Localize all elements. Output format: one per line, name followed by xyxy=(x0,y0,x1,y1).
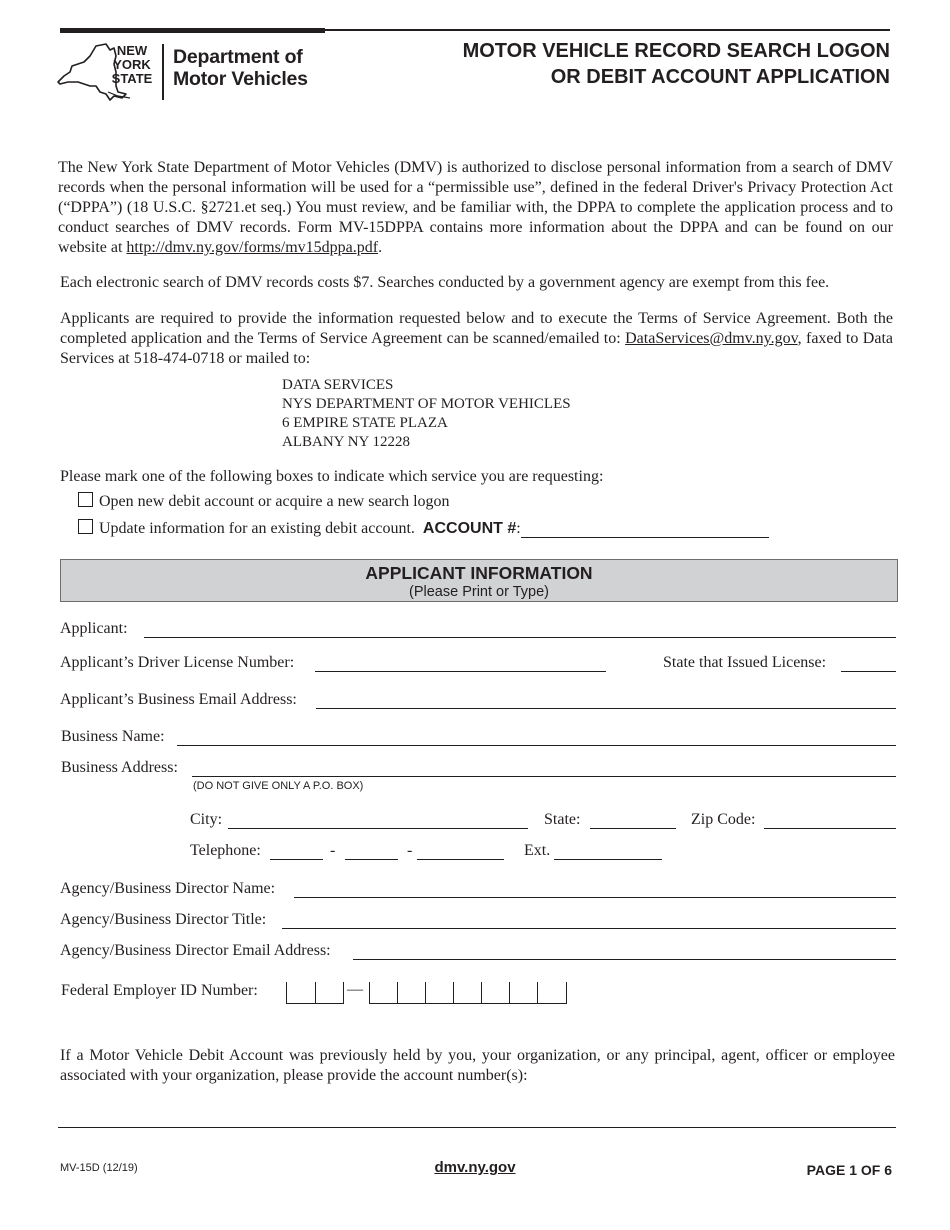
form-id: MV-15D (12/19) xyxy=(60,1162,138,1174)
department-name: Department of Motor Vehicles xyxy=(173,46,308,90)
zip-code-field[interactable] xyxy=(764,828,896,829)
license-number-label: Applicant’s Driver License Number: xyxy=(60,654,295,671)
mailing-address: DATA SERVICES NYS DEPARTMENT OF MOTOR VEHICLES 6 EMPIRE STATE PLAZA ALBANY NY 12228 xyxy=(282,377,571,450)
fein-label: Federal Employer ID Number: xyxy=(61,982,258,999)
fein-cell-divider xyxy=(343,982,344,1004)
zip-code-label: Zip Code: xyxy=(691,811,756,828)
director-name-label: Agency/Business Director Name: xyxy=(60,880,276,897)
director-email-field[interactable] xyxy=(353,959,896,960)
business-email-field[interactable] xyxy=(316,708,896,709)
new-account-checkbox[interactable] xyxy=(78,492,93,507)
telephone-area-code-field[interactable] xyxy=(270,859,323,860)
ext-field[interactable] xyxy=(554,859,662,860)
website-link[interactable]: dmv.ny.gov xyxy=(434,1159,516,1176)
fein-dash: — xyxy=(347,981,363,998)
fein-cell-divider xyxy=(509,982,510,1004)
state-label: State: xyxy=(544,811,581,828)
city-label: City: xyxy=(190,811,223,828)
director-email-label: Agency/Business Director Email Address: xyxy=(60,942,331,959)
logo-state-text: NEW YORK STATE xyxy=(111,43,153,86)
city-field[interactable] xyxy=(228,828,528,829)
director-title-label: Agency/Business Director Title: xyxy=(60,911,267,928)
page-number: PAGE 1 OF 6 xyxy=(806,1162,892,1178)
update-account-checkbox[interactable] xyxy=(78,519,93,534)
applicant-field[interactable] xyxy=(144,637,896,638)
ext-label: Ext. xyxy=(524,842,551,859)
fein-cell-divider xyxy=(286,982,287,1004)
header-rule-thick xyxy=(60,28,325,33)
applicant-label: Applicant: xyxy=(60,620,128,637)
data-services-email-link[interactable]: DataServices@dmv.ny.gov xyxy=(625,330,798,347)
fein-cell-divider xyxy=(566,982,567,1004)
license-number-field[interactable] xyxy=(315,671,606,672)
business-address-field[interactable] xyxy=(192,776,896,777)
option-update-account: Update information for an existing debit account. ACCOUNT #: xyxy=(78,519,769,538)
business-name-label: Business Name: xyxy=(61,728,165,745)
intro-paragraph-dppa: The New York State Department of Motor Vehicles (DMV) is authorized to disclose personal information from a search of DMV records when the personal information will be used for a “permissible use”, defined in the federal Driver's Privacy Protection Act (“DPPA”) (18 U.S.C. §2721.et seq.) You must review, and be familiar with, the DPPA to complete the application process and to conduct searches of DMV records. Form MV-15DPPA contains more information about the DPPA and can be found on our website at http://dmv.ny.gov/forms/mv15dppa.pdf. xyxy=(58,159,893,256)
telephone-label: Telephone: xyxy=(190,842,261,859)
telephone-dash-1: - xyxy=(330,842,336,859)
intro-paragraph-submission: Applicants are required to provide the information requested below and to execute the Terms of Service Agreement. Both the completed application and the Terms of Service Agreement can be scanned/emailed to: DataServices@dmv.ny.gov, faxed to Data Services at 518-474-0718 or mailed to: xyxy=(60,310,893,367)
new-account-label: Open new debit account or acquire a new search logon xyxy=(99,493,450,510)
logo-divider xyxy=(162,44,164,100)
previous-account-paragraph: If a Motor Vehicle Debit Account was previously held by you, your organization, or any principal, agent, officer or employee associated with your organization, please provide the account number(s): xyxy=(60,1047,895,1084)
nys-dmv-logo xyxy=(56,40,326,104)
service-prompt: Please mark one of the following boxes to indicate which service you are requesting: xyxy=(60,468,604,485)
state-field[interactable] xyxy=(590,828,676,829)
fein-cell-divider xyxy=(369,982,370,1004)
director-name-field[interactable] xyxy=(294,897,896,898)
applicant-information-header: APPLICANT INFORMATION (Please Print or Type) xyxy=(60,559,898,602)
fein-cell-divider xyxy=(453,982,454,1004)
update-account-label: Update information for an existing debit account. xyxy=(99,520,415,537)
fein-cell-divider xyxy=(425,982,426,1004)
account-number-field[interactable] xyxy=(521,522,769,538)
po-box-note: (DO NOT GIVE ONLY A P.O. BOX) xyxy=(193,780,364,792)
state-issued-label: State that Issued License: xyxy=(663,654,827,671)
header-rule-thin xyxy=(325,29,890,31)
form-title: MOTOR VEHICLE RECORD SEARCH LOGON OR DEBIT ACCOUNT APPLICATION xyxy=(462,40,890,88)
fein-cell-divider xyxy=(537,982,538,1004)
fein-cell-divider xyxy=(397,982,398,1004)
telephone-line-field[interactable] xyxy=(417,859,504,860)
previous-account-field[interactable] xyxy=(58,1127,896,1128)
director-title-field[interactable] xyxy=(282,928,896,929)
dppa-form-link[interactable]: http://dmv.ny.gov/forms/mv15dppa.pdf xyxy=(126,239,379,256)
state-issued-field[interactable] xyxy=(841,671,896,672)
option-new-account xyxy=(78,492,450,511)
telephone-dash-2: - xyxy=(407,842,413,859)
fein-cell-divider xyxy=(481,982,482,1004)
business-name-field[interactable] xyxy=(177,745,896,746)
intro-paragraph-fee: Each electronic search of DMV records costs $7. Searches conducted by a government agency are exempt from this fee. xyxy=(60,274,830,291)
business-address-label: Business Address: xyxy=(61,759,178,776)
account-number-label: ACCOUNT # xyxy=(422,520,517,537)
telephone-prefix-field[interactable] xyxy=(345,859,398,860)
fein-cell-divider xyxy=(315,982,316,1004)
business-email-label: Applicant’s Business Email Address: xyxy=(60,691,297,708)
